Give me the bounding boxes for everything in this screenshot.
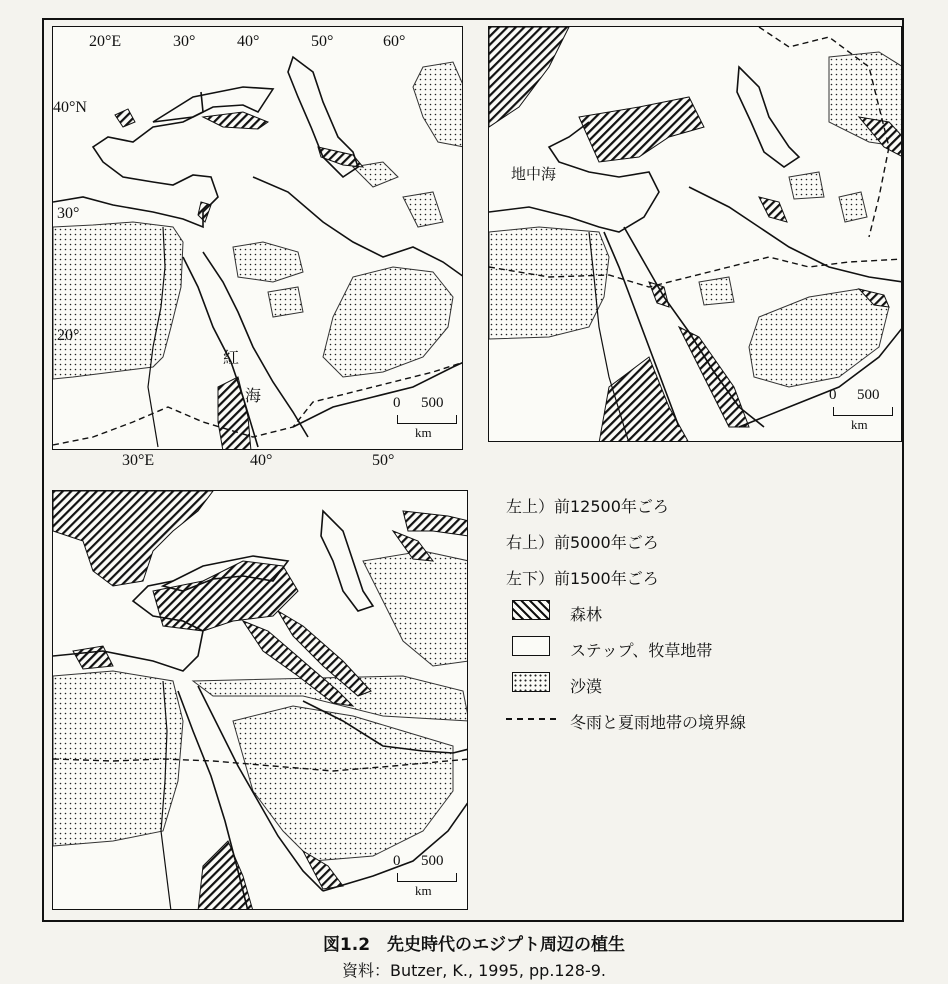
red-sea-label: 紅 xyxy=(223,348,240,367)
dashed-line-icon xyxy=(506,718,556,720)
desert-arabia-2 xyxy=(268,287,303,317)
map-5000bc xyxy=(488,26,902,442)
desert-arabia xyxy=(323,267,453,377)
legend-period-bl: 左下）前1500年ごろ xyxy=(506,569,659,588)
forest-anatolia xyxy=(115,109,135,127)
lat-label: 30° xyxy=(57,205,80,222)
lon-label: 40° xyxy=(237,33,260,50)
legend-steppe: ステップ、牧草地帯 xyxy=(506,630,886,666)
desert-sahara xyxy=(489,227,609,339)
desert-iran-3 xyxy=(839,192,867,222)
lon-label: 50° xyxy=(311,33,334,50)
lon-label: 50° xyxy=(372,452,395,469)
steppe-swatch-icon xyxy=(512,636,550,656)
scale-bar: 0 500 km xyxy=(829,387,901,437)
map-1500bc xyxy=(52,490,468,910)
forest-levant xyxy=(73,646,113,669)
coastline-caspian xyxy=(737,67,799,167)
lon-label: 40° xyxy=(250,452,273,469)
legend-period-tr: 右上）前5000年ごろ xyxy=(506,533,659,552)
desert-arabia xyxy=(233,706,453,861)
mediterranean-label: 地中海 xyxy=(511,165,557,183)
map-12500bc xyxy=(52,26,463,450)
forest-zagros xyxy=(759,197,787,222)
forest-anatolia xyxy=(153,561,298,631)
scale-bar: 0 500 km xyxy=(393,395,463,445)
red-sea-label: 海 xyxy=(245,386,262,405)
desert-syria xyxy=(233,242,303,282)
legend-boundary: 冬雨と夏雨地帯の境界線 xyxy=(506,702,886,738)
desert-northeast xyxy=(363,551,468,666)
figure-source: 資料：Butzer, K., 1995, pp.128-9. xyxy=(341,961,606,980)
legend-forest: 森林 xyxy=(506,594,886,630)
desert-iran xyxy=(413,62,463,147)
forest-europe xyxy=(53,491,213,586)
scale-bar: 0 500 km xyxy=(393,853,465,903)
desert-swatch-icon xyxy=(512,672,550,692)
forest-europe xyxy=(489,27,569,127)
forest-arabia-west xyxy=(679,327,749,427)
forest-anatolia xyxy=(579,97,704,162)
legend xyxy=(506,486,886,738)
lon-label: 30° xyxy=(173,33,196,50)
lon-label: 30°E xyxy=(122,452,155,469)
lat-label: 20° xyxy=(57,327,80,344)
desert-arabia xyxy=(749,289,889,387)
desert-iran-2 xyxy=(789,172,824,199)
figure-caption: 図1.2 先史時代のエジプト周辺の植生 xyxy=(322,935,626,955)
legend-period-tl: 左上）前12500年ごろ xyxy=(506,497,669,516)
legend-desert: 沙漠 xyxy=(506,666,886,702)
forest-ethiopia xyxy=(599,357,689,442)
desert-iran-3 xyxy=(403,192,443,227)
coastline-gulf xyxy=(689,187,902,282)
lat-label: 40°N xyxy=(53,99,87,116)
lon-label: 60° xyxy=(383,33,406,50)
forest-caspian xyxy=(403,511,468,536)
lon-label: 20°E xyxy=(89,33,122,50)
desert-syria xyxy=(699,277,734,305)
forest-black-sea-coast xyxy=(203,112,268,129)
forest-swatch-icon xyxy=(512,600,550,620)
